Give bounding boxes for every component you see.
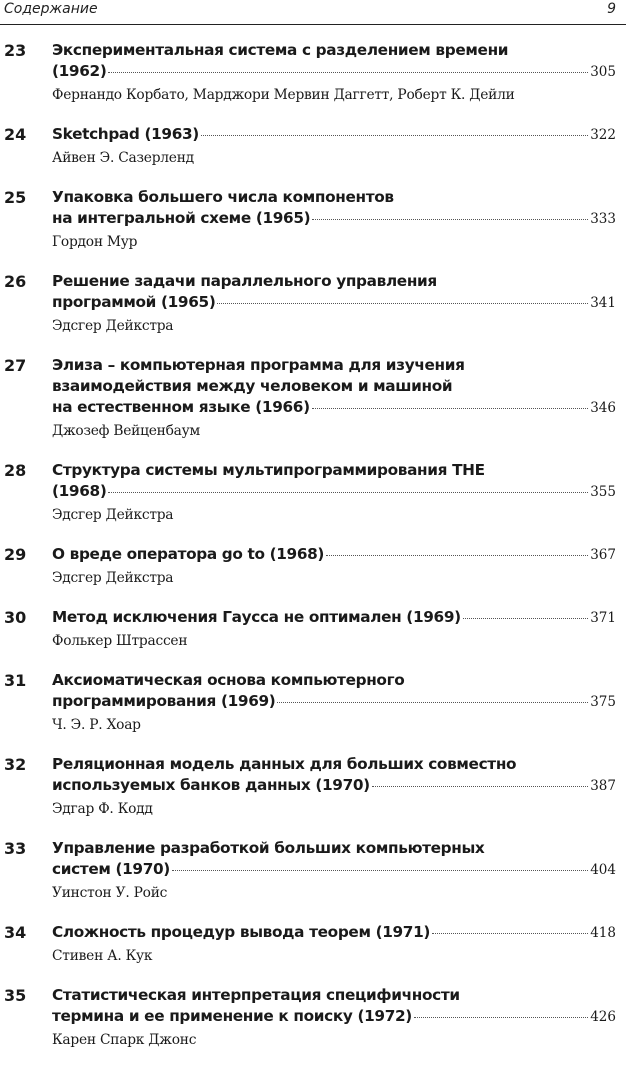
- chapter-title-text: Метод исключения Гаусса не оптимален (1969): [52, 608, 461, 626]
- page-reference: 404: [590, 862, 616, 878]
- chapter-authors: Фолькер Штрассен: [52, 633, 188, 649]
- dot-leader: [432, 932, 588, 934]
- page-reference: 346: [590, 400, 616, 416]
- dot-leader: [463, 617, 588, 619]
- toc-entry[interactable]: [0, 985, 626, 1050]
- chapter-title-line: [52, 775, 616, 797]
- chapter-title-line: Аксиоматическая основа компьютерного: [52, 671, 405, 689]
- entry-body: [52, 124, 616, 168]
- chapter-title-text: систем (1970): [52, 860, 170, 878]
- chapter-authors: Ч. Э. Р. Хоар: [52, 717, 141, 733]
- dot-leader: [217, 302, 588, 304]
- entry-body: [52, 670, 616, 735]
- chapter-authors: Айвен Э. Сазерленд: [52, 150, 194, 166]
- entry-body: [52, 544, 616, 588]
- chapter-title-line: Реляционная модель данных для больших совместно: [52, 755, 517, 773]
- running-header: [0, 0, 626, 25]
- chapter-title-line: [52, 544, 616, 566]
- toc-entry[interactable]: [0, 355, 626, 441]
- dot-leader: [277, 701, 588, 703]
- chapter-number: 31: [4, 671, 27, 690]
- chapter-title-line: [52, 922, 616, 944]
- chapter-authors: Фернандо Корбато, Марджори Мервин Даггетт, Роберт К. Дейли: [52, 87, 515, 103]
- chapter-authors: Гордон Мур: [52, 234, 138, 250]
- page-reference: 305: [590, 64, 616, 80]
- dot-leader: [172, 869, 588, 871]
- chapter-title-line: Экспериментальная система с разделением времени: [52, 41, 509, 59]
- chapter-title-line: [52, 859, 616, 881]
- chapter-title-line: Управление разработкой больших компьютерных: [52, 839, 485, 857]
- chapter-number: 24: [4, 125, 27, 144]
- chapter-number: 28: [4, 461, 27, 480]
- page-reference: 333: [590, 211, 616, 227]
- dot-leader: [312, 218, 588, 220]
- entry-body: [52, 754, 616, 819]
- chapter-title-line: [52, 292, 616, 314]
- chapter-authors: Карен Спарк Джонс: [52, 1032, 197, 1048]
- chapter-authors: Джозеф Вейценбаум: [52, 423, 200, 439]
- entry-body: [52, 271, 616, 336]
- page-reference: 341: [590, 295, 616, 311]
- chapter-number: 29: [4, 545, 27, 564]
- chapter-title-text: используемых банков данных (1970): [52, 776, 370, 794]
- chapter-title-line: [52, 1006, 616, 1028]
- toc-entry[interactable]: [0, 607, 626, 651]
- chapter-title-text: О вреде оператора go to (1968): [52, 545, 325, 563]
- chapter-title-line: [52, 691, 616, 713]
- entry-body: [52, 187, 616, 252]
- page-reference: 355: [590, 484, 616, 500]
- chapter-number: 34: [4, 923, 27, 942]
- chapter-title-text: (1968): [52, 482, 107, 500]
- chapter-authors: Эдгар Ф. Кодд: [52, 801, 153, 817]
- chapter-title-line: [52, 208, 616, 230]
- page-reference: 371: [590, 610, 616, 626]
- chapter-title-text: программой (1965): [52, 293, 216, 311]
- chapter-authors: Эдсгер Дейкстра: [52, 570, 174, 586]
- toc-entry[interactable]: [0, 460, 626, 525]
- chapter-number: 30: [4, 608, 27, 627]
- entry-body: [52, 838, 616, 903]
- toc-entry[interactable]: [0, 187, 626, 252]
- toc-entries: [0, 40, 626, 1069]
- chapter-authors: Стивен А. Кук: [52, 948, 153, 964]
- page-reference: 367: [590, 547, 616, 563]
- header-title: Содержание: [4, 1, 98, 17]
- chapter-title-text: Sketchpad (1963): [52, 125, 199, 143]
- dot-leader: [414, 1016, 588, 1018]
- chapter-number: 23: [4, 41, 27, 60]
- entry-body: [52, 985, 616, 1050]
- chapter-number: 27: [4, 356, 27, 375]
- chapter-number: 33: [4, 839, 27, 858]
- toc-entry[interactable]: [0, 754, 626, 819]
- chapter-title-text: Сложность процедур вывода теорем (1971): [52, 923, 431, 941]
- chapter-title-line: Статистическая интерпретация специфичности: [52, 986, 460, 1004]
- chapter-number: 25: [4, 188, 27, 207]
- entry-body: [52, 40, 616, 105]
- chapter-number: 35: [4, 986, 27, 1005]
- header-page-number: 9: [607, 1, 616, 17]
- dot-leader: [108, 491, 588, 493]
- page-reference: 375: [590, 694, 616, 710]
- chapter-authors: Эдсгер Дейкстра: [52, 318, 174, 334]
- chapter-authors: Уинстон У. Ройс: [52, 885, 168, 901]
- toc-entry[interactable]: [0, 838, 626, 903]
- toc-entry[interactable]: [0, 271, 626, 336]
- chapter-title-text: термина и ее применение к поиску (1972): [52, 1007, 412, 1025]
- chapter-title-text: (1962): [52, 62, 107, 80]
- dot-leader: [108, 71, 588, 73]
- entry-body: [52, 607, 616, 651]
- chapter-title-line: Структура системы мультипрограммирования THE: [52, 461, 485, 479]
- toc-entry[interactable]: [0, 922, 626, 966]
- dot-leader: [372, 785, 588, 787]
- chapter-title-line: [52, 124, 616, 146]
- entry-body: [52, 355, 616, 441]
- chapter-title-line: [52, 397, 616, 419]
- chapter-title-text: программирования (1969): [52, 692, 276, 710]
- toc-entry[interactable]: [0, 670, 626, 735]
- page-reference: 387: [590, 778, 616, 794]
- chapter-title-line: взаимодействия между человеком и машиной: [52, 377, 453, 395]
- chapter-number: 26: [4, 272, 27, 291]
- toc-entry[interactable]: [0, 124, 626, 168]
- chapter-title-line: Элиза – компьютерная программа для изучения: [52, 356, 465, 374]
- chapter-number: 32: [4, 755, 27, 774]
- chapter-title-line: Упаковка большего числа компонентов: [52, 188, 394, 206]
- page-reference: 418: [590, 925, 616, 941]
- chapter-title-text: на естественном языке (1966): [52, 398, 310, 416]
- chapter-authors: Эдсгер Дейкстра: [52, 507, 174, 523]
- dot-leader: [201, 134, 588, 136]
- dot-leader: [326, 554, 588, 556]
- chapter-title-line: [52, 607, 616, 629]
- chapter-title-line: [52, 481, 616, 503]
- page-reference: 426: [590, 1009, 616, 1025]
- entry-body: [52, 460, 616, 525]
- page-reference: 322: [590, 127, 616, 143]
- entry-body: [52, 922, 616, 966]
- chapter-title-text: на интегральной схеме (1965): [52, 209, 311, 227]
- chapter-title-line: Решение задачи параллельного управления: [52, 272, 437, 290]
- toc-entry[interactable]: [0, 544, 626, 588]
- chapter-title-line: [52, 61, 616, 83]
- dot-leader: [312, 407, 588, 409]
- toc-entry[interactable]: [0, 40, 626, 105]
